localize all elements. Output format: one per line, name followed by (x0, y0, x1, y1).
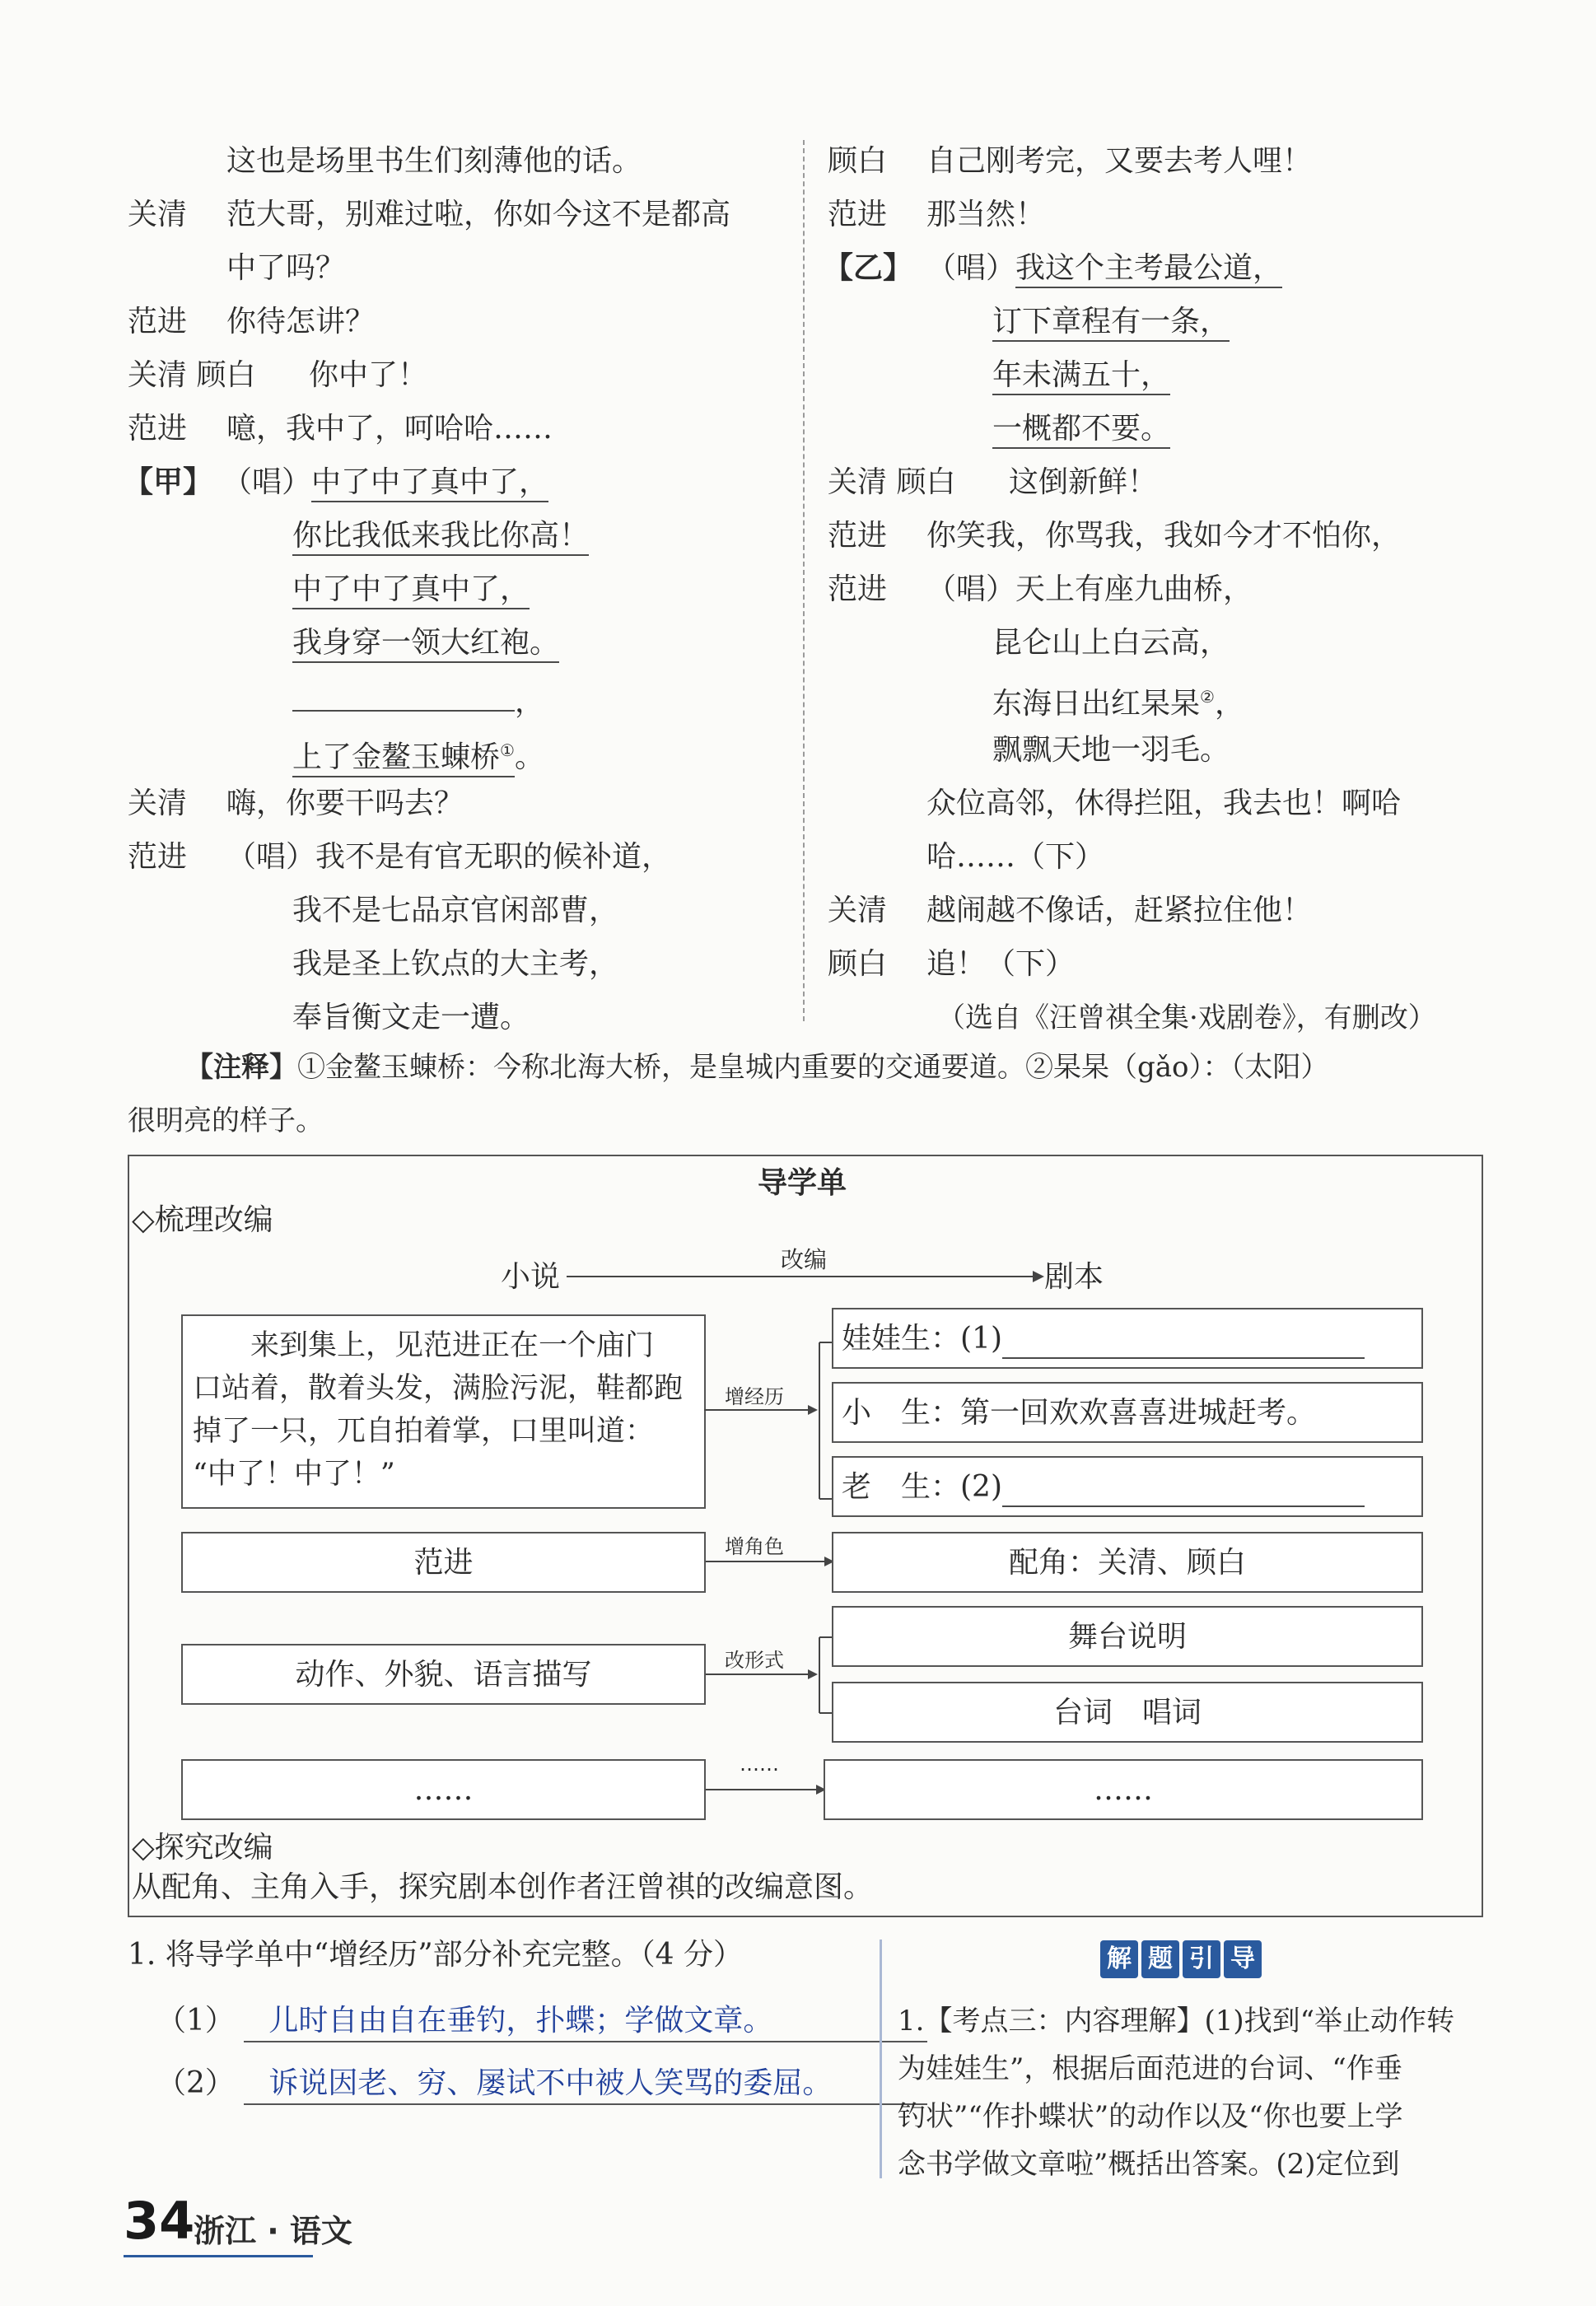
left-after-2: 范进 （唱）我不是有官无职的候补道， (128, 838, 671, 877)
notes-label: 【注释】 (185, 1051, 297, 1084)
speaker: 关清 (128, 198, 188, 231)
column-divider (803, 140, 805, 1021)
dots-mid-label: …… (740, 1753, 779, 1776)
left-line-2: 关清 范大哥，别难过啦，你如今这不是都高 (128, 195, 730, 235)
yi-line-2: 订下章程有一条， (992, 302, 1230, 342)
yi-line-4: 一概都不要。 (992, 409, 1170, 449)
answer-2-row: （2） 诉说因老、穷、屡试不中被人笑骂的委屈。 (156, 2064, 927, 2105)
right-after-3: 范进 （唱）天上有座九曲桥， (828, 570, 1253, 609)
speaker: 范进 (128, 412, 188, 446)
blank-field[interactable] (1002, 1476, 1365, 1507)
guide-explore: 从配角、主角入手，探究剧本创作者汪曾祺的改编意图。 (132, 1870, 874, 1904)
jia-line-6: 上了金鳌玉蝀桥①。 (292, 731, 544, 777)
description-box: 动作、外貌、语言描写 (181, 1644, 706, 1705)
speaker: 范进 (128, 840, 188, 874)
left-line-3: 中了吗？ (226, 251, 346, 285)
left-after-1: 关清 嗨，你要干吗去？ (128, 784, 464, 824)
right-after-5: 东海日出红杲杲②， (992, 687, 1244, 721)
guide-title: 导学单 (758, 1166, 847, 1200)
stage-direction-box: 舞台说明 (832, 1606, 1423, 1667)
adapt-arrow (567, 1268, 1044, 1285)
add-roles-label: 增角色 (725, 1535, 784, 1558)
novel-excerpt-box (181, 1314, 706, 1509)
speaker: 顾白 (828, 144, 888, 178)
change-form-label: 改形式 (725, 1649, 784, 1672)
lines-lyrics-box: 台词 唱词 (832, 1682, 1423, 1743)
fanjin-box: 范进 (181, 1532, 706, 1593)
stage-box-old: 老 生：(2) (832, 1456, 1423, 1517)
hint-badge: 解 题 引 导 (1100, 1940, 1265, 1978)
right-after-2: 范进 你笑我，你骂我，我如今才不怕你， (828, 516, 1401, 556)
excerpt-line: “中了！中了！” (193, 1458, 395, 1491)
right-line-1: 顾白 自己刚考完，又要去考人哩！ (828, 142, 1312, 181)
notes-line-1: 【注释】①金鳌玉蝀桥：今称北海大桥，是皇城内重要的交通要道。②杲杲（gǎo）：（太阳） (185, 1051, 1329, 1084)
jia-line-4: 我身穿一领大红袍。 (292, 623, 559, 663)
question-1: 1. 将导学单中“增经历”部分补充完整。（4 分） (128, 1938, 743, 1972)
hint-line-1: 1.【考点三：内容理解】(1)找到“举止动作转 (898, 2005, 1454, 2038)
right-line-2: 范进 那当然！ (828, 195, 1045, 235)
footer-underline (124, 2255, 313, 2257)
jia-blank-line: ， (292, 677, 544, 722)
stage-box-child: 娃娃生：(1) (832, 1308, 1423, 1369)
hint-line-4: 念书学做文章啦”概括出答案。(2)定位到 (898, 2148, 1400, 2181)
hint-line-2: 为娃娃生”，根据后面范进的台词、“作垂 (898, 2052, 1402, 2085)
dots-left-box: …… (181, 1759, 706, 1820)
right-after-1: 关清 顾白 这倒新鲜！ (828, 463, 1157, 502)
blank-field[interactable] (1002, 1328, 1365, 1359)
adapt-arrow-label: 改编 (781, 1246, 828, 1273)
left-after-4: 我是圣上钦点的大主考， (292, 947, 619, 981)
speaker: 关清 顾白 (128, 358, 256, 392)
answer-2-field[interactable]: 诉说因老、穷、屡试不中被人笑骂的委屈。 (244, 2064, 927, 2105)
speaker: 顾白 (828, 947, 888, 981)
yi-line-3: 年未满五十， (992, 356, 1170, 395)
left-line-1: 这也是场里书生们刻薄他的话。 (226, 144, 642, 178)
notes-line-2: 很明亮的样子。 (128, 1104, 324, 1137)
script-label: 剧本 (1044, 1260, 1104, 1294)
guide-section1: ◇梳理改编 (132, 1203, 273, 1237)
source-citation: （选自《汪曾祺全集·戏剧卷》，有删改） (937, 1001, 1436, 1034)
book-title: 浙江 · 语文 (194, 2213, 352, 2249)
answer-1-row: （1） 儿时自由自在垂钓，扑蝶；学做文章。 (156, 2001, 927, 2042)
right-after-7: 众位高邻，休得拦阻，我去也！啊哈 (926, 787, 1402, 820)
left-line-6: 范进 噫，我中了，呵哈哈…… (128, 409, 553, 449)
right-after-8: 哈……（下） (926, 840, 1105, 874)
add-history-label: 增经历 (725, 1385, 784, 1408)
yi-label: 【乙】 (824, 251, 913, 285)
right-after-6: 飘飘天地一羽毛。 (992, 733, 1230, 767)
jia-line-3: 中了中了真中了， (292, 570, 530, 609)
blank-field[interactable] (292, 677, 515, 712)
left-after-5: 奉旨衡文走一遭。 (292, 1001, 530, 1034)
hint-divider (880, 1940, 882, 2178)
excerpt-line: 掉了一只，兀自拍着掌，口里叫道： (193, 1415, 655, 1448)
roles-box: 配角：关清、顾白 (832, 1532, 1423, 1593)
speaker: 关清 (128, 787, 188, 820)
novel-label: 小说 (501, 1260, 561, 1294)
stage-box-young: 小 生：第一回欢欢喜喜进城赶考。 (832, 1382, 1423, 1443)
speaker: 范进 (828, 198, 888, 231)
dots-right-box: …… (824, 1759, 1423, 1820)
yi-line-1: 【乙】 （唱）我这个主考最公道， (824, 249, 1282, 288)
left-line-5: 关清 顾白 你中了！ (128, 356, 427, 395)
jia-label: 【甲】 (124, 465, 213, 499)
speaker: 范进 (828, 519, 888, 553)
excerpt-line: 口站着，散着头发，满脸污泥，鞋都跑 (193, 1372, 684, 1405)
answer-1-field[interactable]: 儿时自由自在垂钓，扑蝶；学做文章。 (244, 2001, 927, 2042)
speaker: 范进 (128, 305, 188, 338)
speaker: 范进 (828, 572, 888, 606)
hint-line-3: 钓状”“作扑蝶状”的动作以及“你也要上学 (898, 2100, 1403, 2133)
right-after-9: 关清 越闹越不像话，赶紧拉住他！ (828, 891, 1312, 931)
speaker: 关清 (828, 894, 888, 927)
right-after-10: 顾白 追！（下） (828, 945, 1075, 984)
left-after-3: 我不是七品京官闲部曹， (292, 894, 619, 927)
excerpt-line: 来到集上，见范进正在一个庙门 (250, 1329, 655, 1362)
speaker: 关清 顾白 (828, 465, 956, 499)
jia-line-1: 【甲】 （唱）中了中了真中了， (124, 463, 548, 502)
right-after-4: 昆仑山上白云高， (992, 626, 1230, 660)
left-line-4: 范进 你待怎讲？ (128, 302, 375, 342)
jia-line-2: 你比我低来我比你高！ (292, 516, 589, 556)
guide-section2: ◇探究改编 (132, 1831, 273, 1865)
page-number: 34 (124, 2191, 195, 2251)
